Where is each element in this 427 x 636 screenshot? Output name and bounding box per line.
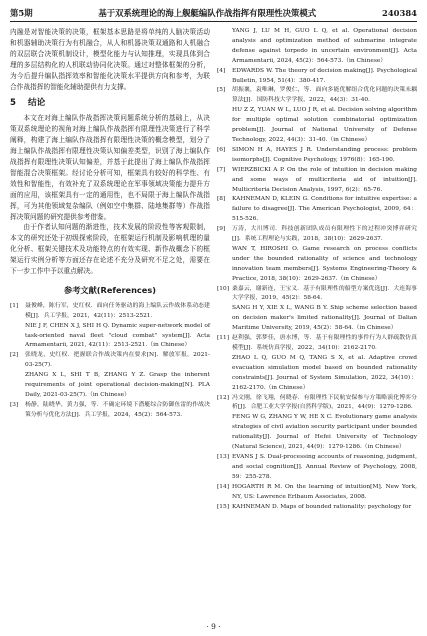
reference-item (10, 401, 210, 421)
reference-text (25, 302, 210, 352)
reference-number: [2] (10, 352, 19, 359)
reference-number: [14] (217, 483, 229, 490)
reference-text (232, 67, 417, 87)
reference-item (10, 351, 210, 401)
reference-number (217, 27, 232, 67)
reference-text (232, 285, 417, 335)
reference-english: ZHAO L Q, GUO M Q, TANG S X, et al. Adaptive crowd evacuation simulation model based on bounded rationality constraints[J]. Journal of System Simulation, 2022, 34(10)：2162-2170.（in Chinese） (232, 354, 417, 391)
reference-english: SIMON H A, HAYES J R. Understanding process: problem isomorphs[J]. Cognitive Psychology, 1976(8)：165-190. (232, 146, 417, 163)
reference-chinese: 冯文刚，徐飞翔，何晓春．有限理性下民航安保参与方策略演化博弈分析[J]．合肥工业大学学报(自然科学版)，2021，44(9)：1279-1286． (232, 394, 417, 411)
reference-list-left (10, 302, 210, 421)
reference-text (232, 225, 417, 284)
reference-chinese: 杨静，陆晓华，黄力强，等．不确定环境下潜艇综合防御鱼雷的作战决策分析与优化方法[J]．兵工学报，2024，45(2)：564-573． (25, 401, 210, 418)
reference-chinese: 万涛，大川博司．科技创新团队成员有限理性下的过程冲突博弈研究[J]．系统工程理论与实践，2018，38(10)：2629-2637． (232, 226, 417, 243)
reference-number: [3] (10, 401, 19, 408)
reference-text (232, 146, 417, 166)
reference-chinese: 聂俊峰，陈行军，史红权．面向任务驱动的海上编队云作战体系动态建模[J]．兵工学报，2021，42(11)：2513-2521． (25, 302, 210, 319)
reference-item (217, 67, 417, 87)
reference-number: [7] (217, 166, 226, 173)
reference-item (217, 195, 417, 225)
section-heading-conclusion (10, 98, 210, 109)
references-heading: 参考文献(References) (64, 284, 156, 295)
reference-english: YANG J, LU M H, GUO L Q, et al. Operational decision analysis and optimization method of submarine integrate defense against torpedo in uncertain environment[J]. Acta Armamentarii, 2024, 45(2)：564-573.（in Chinese） (232, 28, 417, 64)
page-number: · 9 · (206, 622, 221, 631)
reference-english: ZHANG X L, SHI T B, ZHANG Y Z. Grasp the inherent requirements of joint operational decision-making[N]. PLA Daily, 2021-03-25(7).（in Chinese） (25, 372, 210, 398)
reference-number: [6] (217, 146, 226, 153)
reference-item (217, 483, 417, 503)
reference-item (217, 394, 417, 453)
reference-text (232, 166, 417, 196)
reference-number: [10] (217, 285, 229, 292)
reference-item (217, 334, 417, 393)
reference-english: HOGARTH R M. On the learning of intuition[M]. New York, NY, US: Lawrence Erlbaum Associates, 2008. (232, 483, 417, 500)
reference-text (25, 401, 210, 421)
header-rule (10, 21, 417, 22)
reference-item (217, 166, 417, 196)
reference-item (217, 503, 417, 513)
reference-text (232, 483, 417, 503)
reference-chinese: 赵利强，郭梦佳，唐水博，等．基于有限理性的事件行为人群疏散仿真模型[J]．系统仿真学报，2022，34(10)：2162-2170． (232, 335, 417, 351)
running-header (10, 6, 417, 20)
reference-text (232, 86, 417, 145)
reference-number: [5] (217, 87, 226, 94)
reference-list-right (217, 27, 417, 512)
reference-text (232, 27, 417, 67)
reference-number: [1] (10, 302, 19, 309)
left-column (10, 27, 210, 421)
reference-english: KAHNEMAN D, KLEIN G. Conditions for intuitive expertise: a failure to disagree[J]. The American Psychologist, 2009, 64：515-526. (232, 196, 417, 223)
reference-item (217, 225, 417, 284)
paragraph-intro: 内融是对智能决策的决策，框架基本思路是将单纯的人脑决策活动和机器辅助决策行为有机融合，从人和机器决策双通路和人机融合的双层联合决策机制设计，模型化能力与认知推理，实现具体到合理的多层结构化的人机联动协同化决策。通过对整体框架的分析，为今后提升编队指挥效率和智能化决策水平提供方向和参考，为联合作战指挥的智能化辅助提供有力支撑。 (10, 28, 210, 91)
reference-item (10, 302, 210, 352)
reference-number: [13] (217, 453, 229, 460)
reference-english: KAHNEMAN D. Maps of bounded rationality: psychology for (232, 503, 412, 510)
reference-chinese: 张晓龙，史红权．把握联合作战决策内在要求[N]．解放军报，2021-03-25(7)． (25, 352, 210, 369)
reference-english: HU Z Z, YUAN W L, LUO J R, et al. Decision solving algorithm for multiple optimal solution combinatorial optimization problem[J]. Journal of National University of Defense Technology, 2022, 44(3)：31-40.（in Chinese） (232, 107, 417, 143)
reference-text (232, 334, 417, 393)
reference-english: SANG H Y, XIE X L, WANG B Y. Ship scheme selection based on decision maker's limited rationality[J]. Journal of Dalian Maritime University, 2019, 45(2)：58-64.（in Chinese） (232, 305, 417, 332)
right-column (217, 27, 417, 512)
section-title: 结论 (27, 98, 46, 109)
reference-number: [8] (217, 196, 226, 203)
reference-english: EDWARDS W. The theory of decision making[J]. Psychological Bulletin, 1954, 51(4)：380-417. (232, 67, 417, 84)
reference-number: [11] (217, 335, 229, 342)
article-number: 240384 (382, 8, 417, 18)
section-number: 5 (10, 98, 16, 109)
reference-english: WAN T, HIROSHI O. Game research on process conflicts under the bounded rationality of science and technology innovation team members[J]. Systems Engineering-Theory & Practice, 2018, 38(10)：2629-2637.（in Chinese） (232, 245, 417, 282)
reference-number: [12] (217, 394, 229, 401)
reference-text (25, 351, 210, 401)
reference-item (217, 86, 417, 145)
reference-text (232, 503, 417, 513)
reference-item (217, 453, 417, 483)
reference-english: WIERZBICKI A P. On the role of intuition in decision making and some ways of multicriteria aid of intuition[J]. Multicriteria Decision Analysis, 1997, 6(2)：65-76. (232, 166, 417, 193)
reference-english: NIE J F, CHEN X J, SHI H Q. Dynamic super-network model of task-oriented naval fleet "cloud combat" system[J]. Acta Armamentarii, 2021, 42(11)：2513-2521.（in Chinese） (25, 322, 210, 349)
reference-text (232, 453, 417, 483)
paragraph-conclusion-2: 由于作者认知问题的渐进性，技术发展的阶段性等客观限制，本文的研究还处于初级探索阶段，在框架运行机制及影响机理的量化分析、框架关键技术及功能特点的有效实现、新作战概念下的框架运行实例分析等方面还存在论述不充分及研究不足之处，需要在下一步工作中予以重点解决。 (10, 223, 210, 276)
reference-chinese: 桑嘉云，谢新连，王宝义．基于有限理性的船型方案优选[J]．大连海事大学学报，2019，45(2)：58-64． (232, 285, 417, 302)
issue-number: 第5期 (10, 8, 33, 18)
reference-number: [15] (217, 503, 229, 510)
reference-number: [9] (217, 226, 226, 233)
reference-number: [4] (217, 67, 226, 74)
reference-chinese: 胡振襄，袁唯琳，罗俊仁，等．面向多能优解组合优化问题的决策未耦算法[J]．国防科技大学学报，2022，44(3)：31-40． (232, 87, 417, 104)
reference-text (232, 394, 417, 453)
reference-item (217, 146, 417, 166)
article-title: 基于双系统理论的海上舰艇编队作战指挥有限理性决策模式 (98, 8, 317, 18)
reference-english: EVANS J S. Dual-processing accounts of reasoning, judgment, and social cognition[J]. Annual Review of Psychology, 2008, 59：255-278. (232, 453, 417, 480)
paragraph-conclusion-1: 本文在对海上编队作战指挥决策问题系统分析的基础上，从决策双系统理论的视角对海上编队作战指挥有限理性决策进行了科学阐释，构建了海上编队作战指挥有限理性决策的概念模型，划分了海上编队作战指挥有限理性决策认知偏差类型，识别了海上编队作战指挥有限理性决策认知偏差，并基于此提出了海上编队作战指挥智能混合决策框架。经讨论分析可知，框架具有较好的科学性、有效性和智能性，有效补充了双系统理论在军事领域决策能力提升方面的应用，该框架具有一定的通用性，也不局限于海上编队作战指挥，可为其他领域复杂编队（例如空中集群、陆地集群等）作战指挥决策问题的研究提供参考借鉴。 (10, 114, 210, 221)
reference-text (232, 195, 417, 225)
reference-english: FENG W G, ZHANG Y W, HE X C. Evolutionary game analysis strategies of civil aviation security participant under bounded rationality[J]. Journal of Hefei University of Technology (Natural Science), 2021, 44(9)：1279-1286.（in Chinese） (232, 414, 417, 451)
reference-item (217, 285, 417, 335)
reference-item (217, 27, 417, 67)
